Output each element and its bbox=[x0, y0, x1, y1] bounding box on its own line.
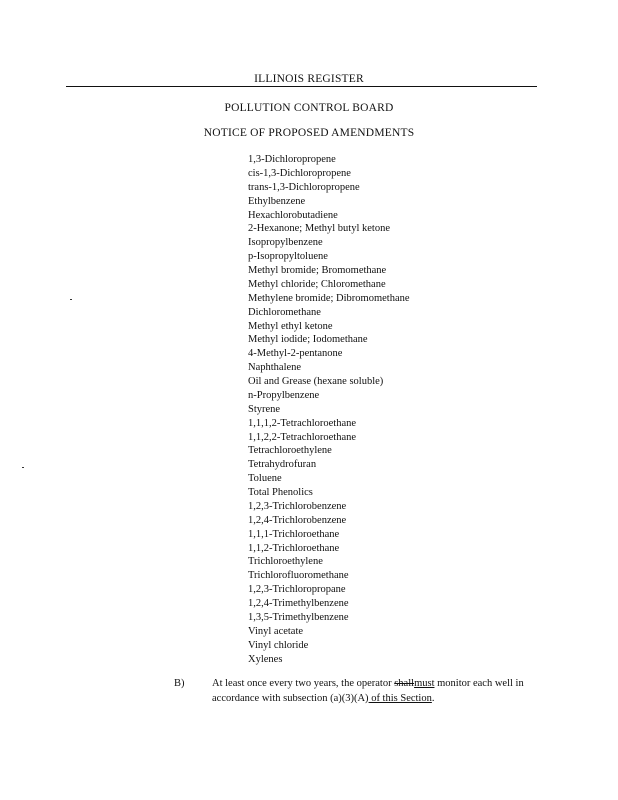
chemical-list-item: 1,3,5-Trimethylbenzene bbox=[248, 611, 349, 623]
chemical-list-item: Dichloromethane bbox=[248, 306, 321, 318]
chemical-list-item: Methyl chloride; Chloromethane bbox=[248, 278, 386, 290]
paragraph-text-end: . bbox=[431, 693, 435, 704]
chemical-list-item: Tetrachloroethylene bbox=[248, 445, 332, 457]
chemical-list-item: Toluene bbox=[248, 473, 282, 485]
chemical-list-item: cis-1,3-Dichloropropene bbox=[248, 167, 351, 179]
chemical-list-item: Naphthalene bbox=[248, 362, 302, 374]
chemical-list-item: 1,1,2,2-Tetrachloroethane bbox=[248, 431, 357, 443]
chemical-list-item: Methylene bromide; Dibromomethane bbox=[248, 292, 410, 304]
chemical-list-item: Methyl ethyl ketone bbox=[248, 320, 333, 332]
chemical-list-item: Methyl iodide; Iodomethane bbox=[248, 334, 368, 346]
chemical-list-item: 1,2,3-Trichloropropane bbox=[248, 584, 346, 596]
deleted-word: shall bbox=[394, 678, 415, 689]
chemical-list-item: Hexachlorobutadiene bbox=[248, 209, 338, 221]
chemical-list-item: Vinyl chloride bbox=[248, 639, 309, 651]
chemical-list-item: 1,2,3-Trichlorobenzene bbox=[248, 500, 347, 512]
chemical-list-item: n-Propylbenzene bbox=[248, 389, 320, 401]
chemical-list-item: 1,1,2-Trichloroethane bbox=[248, 542, 340, 554]
register-title: ILLINOIS REGISTER bbox=[254, 73, 364, 85]
chemical-list-item: 1,3-Dichloropropene bbox=[248, 154, 336, 165]
paragraph-text bbox=[212, 676, 552, 706]
chemical-list-item: 1,1,1-Trichloroethane bbox=[248, 528, 340, 540]
chemical-list-item: Vinyl acetate bbox=[248, 625, 304, 637]
chemical-list-item: Trichlorofluoromethane bbox=[248, 570, 349, 582]
board-title: POLLUTION CONTROL BOARD bbox=[224, 102, 394, 114]
paragraph-label: B) bbox=[174, 678, 185, 689]
chemical-list-item: Methyl bromide; Bromomethane bbox=[248, 265, 387, 276]
chemical-list-item: 1,1,1,2-Tetrachloroethane bbox=[248, 417, 357, 429]
chemical-list-item: Ethylbenzene bbox=[248, 195, 306, 207]
paragraph-text-start: At least once every two years, the operator bbox=[212, 678, 395, 689]
chemical-list-item: 2-Hexanone; Methyl butyl ketone bbox=[248, 223, 391, 235]
chemical-list bbox=[248, 153, 410, 666]
chemical-list-item: Oil and Grease (hexane soluble) bbox=[248, 376, 384, 387]
scan-speck bbox=[70, 299, 72, 300]
chemical-list-item: trans-1,3-Dichloropropene bbox=[248, 181, 360, 193]
inserted-phrase: of this Section bbox=[368, 693, 432, 704]
chemical-list-item: 4-Methyl-2-pentanone bbox=[248, 348, 343, 360]
paragraph-text-mid: monitor each well in accordance with subsection (a)(3)(A) bbox=[212, 678, 524, 704]
chemical-list-item: Isopropylbenzene bbox=[248, 237, 323, 249]
chemical-list-item: Tetrahydrofuran bbox=[248, 459, 317, 471]
chemical-list-item: 1,2,4-Trichlorobenzene bbox=[248, 514, 347, 526]
scan-speck bbox=[22, 467, 24, 468]
chemical-list-item: Xylenes bbox=[248, 653, 283, 665]
chemical-list-item: Total Phenolics bbox=[248, 487, 313, 498]
chemical-list-item: Styrene bbox=[248, 403, 281, 415]
chemical-list-item: 1,2,4-Trimethylbenzene bbox=[248, 598, 349, 609]
inserted-word: must bbox=[414, 678, 435, 689]
chemical-list-item: Trichloroethylene bbox=[248, 556, 323, 568]
header-rule bbox=[66, 86, 537, 87]
chemical-list-item: p-Isopropyltoluene bbox=[248, 251, 328, 263]
notice-title: NOTICE OF PROPOSED AMENDMENTS bbox=[203, 127, 415, 139]
